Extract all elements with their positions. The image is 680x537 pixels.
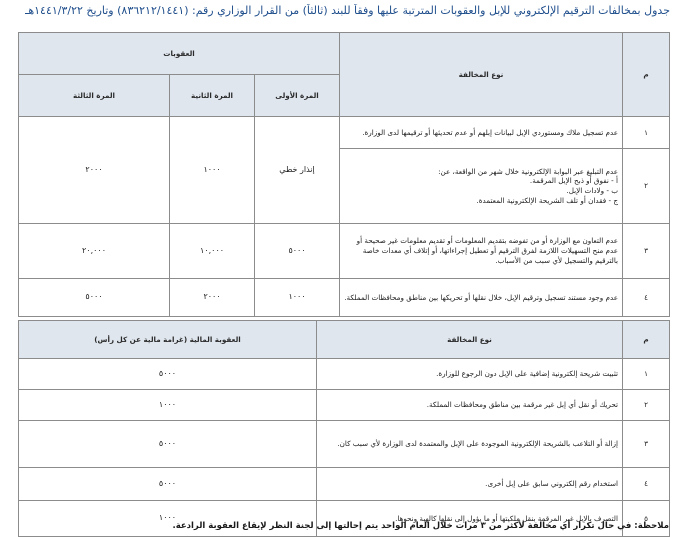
col-header-penalties: العقوبات	[19, 33, 340, 75]
violation-text: إزالة أو التلاعب بالشريحة الإلكترونية الموجودة على الإبل والمعتمدة لدى الوزارة لأي سبب كان.	[317, 421, 623, 468]
col-header-violation-type: نوع المخالفة	[317, 321, 623, 359]
col-header-second-time: المرة الثانية	[170, 75, 255, 117]
violation-item-c: ج - فقدان أو تلف الشريحة الإلكترونية المعتمدة.	[476, 195, 619, 205]
col-header-number: م	[623, 33, 670, 117]
row-number: ٣	[623, 224, 670, 279]
row-number: ٢	[623, 149, 670, 224]
violation-intro: عدم التبليغ عبر البوابة الإلكترونية خلال شهر من الواقعة، عن:	[438, 166, 619, 176]
row-number: ٤	[623, 468, 670, 501]
table-row	[19, 359, 670, 390]
header-row	[19, 321, 670, 359]
violation-item-b: ب - ولادات الإبل.	[566, 186, 619, 195]
violation-text	[340, 149, 623, 224]
col-header-first-time: المرة الأولى	[255, 75, 340, 117]
header-row-1	[19, 33, 670, 75]
col-header-violation-type: نوع المخالفة	[340, 33, 623, 117]
row-number: ٣	[623, 421, 670, 468]
violation-text: عدم وجود مستند تسجيل وترقيم الإبل، خلال نقلها أو تحريكها بين مناطق ومحافظات المملكة.	[340, 279, 623, 317]
violation-text: تثبيت شريحة إلكترونية إضافية على الإبل دون الرجوع للوزارة.	[317, 359, 623, 390]
col-header-financial-penalty: العقوبة المالية (غرامة مالية عن كل رأس)	[19, 321, 317, 359]
penalty-third: ٥٠٠٠	[19, 279, 170, 317]
table-row	[19, 468, 670, 501]
penalty-first: ٥٠٠٠	[255, 224, 340, 279]
col-header-third-time: المرة الثالثة	[19, 75, 170, 117]
table-row	[19, 501, 670, 537]
penalty-first: إنذار خطي	[255, 117, 340, 224]
row-number: ١	[623, 359, 670, 390]
violation-text: عدم التعاون مع الوزارة أو من تفوضه بتقديم المعلومات أو تقديم معلومات غير صحيحة أو عدم منح التسهيلات اللازمة لفرق الترقيم أو تعطيل إجراءاتها، أو إتلاف أي معدات خاصة بالترقيم والتسجيل لأي سبب من الأسباب.	[340, 224, 623, 279]
penalty-second: ٢٠٠٠	[170, 279, 255, 317]
table-row	[19, 279, 670, 317]
row-number: ٢	[623, 390, 670, 421]
violation-text: استخدام رقم إلكتروني سابق على إبل أخرى.	[317, 468, 623, 501]
violation-text: التصرف بالإبل غير المرقمة بنقل ملكيتها أو ما يؤول إلى نقلها كالهبة ونحوها.	[317, 501, 623, 537]
table-row	[19, 224, 670, 279]
violation-text: تحريك أو نقل أي إبل غير مرقمة بين مناطق ومحافظات المملكة.	[317, 390, 623, 421]
violation-text: عدم تسجيل ملاك ومستوردي الإبل لبيانات إبلهم أو عدم تحديثها أو ترقيمها لدى الوزارة.	[340, 117, 623, 149]
document-title: جدول بمخالفات الترقيم الإلكتروني للإبل والعقوبات المترتبة عليها وفقاً للبند (ثالثاً) من القرار الوزاري رقم: (٨٣٦٢١٢/١٤٤١) وتاريخ ١٤٤١/٣/٢٢هـ	[25, 4, 670, 17]
row-number: ١	[623, 117, 670, 149]
financial-penalties-table	[18, 320, 670, 537]
row-number: ٤	[623, 279, 670, 317]
violation-item-a: أ - نفوق أو ذبح الإبل المرقمة.	[529, 176, 619, 186]
penalty-third: ٢٠,٠٠٠	[19, 224, 170, 279]
penalties-table	[18, 32, 670, 317]
table-row	[19, 117, 670, 149]
col-header-number: م	[623, 321, 670, 359]
fine-amount: ٥٠٠٠	[19, 421, 317, 468]
fine-amount: ١٠٠٠	[19, 501, 317, 537]
row-number: ٥	[623, 501, 670, 537]
fine-amount: ١٠٠٠	[19, 390, 317, 421]
penalty-third: ٢٠٠٠	[19, 117, 170, 224]
fine-amount: ٥٠٠٠	[19, 359, 317, 390]
table-row	[19, 390, 670, 421]
penalty-second: ١٠,٠٠٠	[170, 224, 255, 279]
footnote: ملاحظة: في حال تكرار أي مخالفة لأكثر من ٣ مرات خلال العام الواحد يتم إحالتها إلى لجنة النظر لإيقاع العقوبة الرادعة.	[172, 521, 669, 531]
table-row	[19, 421, 670, 468]
fine-amount: ٥٠٠٠	[19, 468, 317, 501]
penalty-first: ١٠٠٠	[255, 279, 340, 317]
penalty-second: ١٠٠٠	[170, 117, 255, 224]
